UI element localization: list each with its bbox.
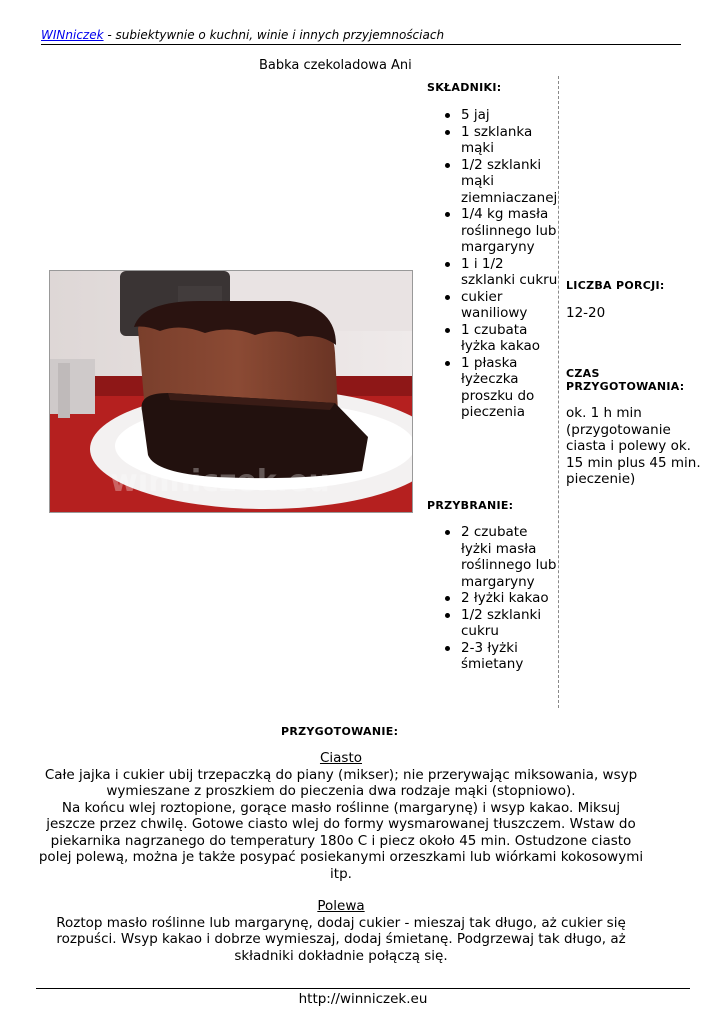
list-item: 2 łyżki kakao [461, 590, 562, 607]
site-link[interactable]: WINniczek [41, 28, 104, 42]
list-item: 1 i 1/2 szklanki cukru [461, 256, 562, 289]
list-item: 1/2 szklanki cukru [461, 607, 562, 640]
list-item: 1 czubata łyżka kakao [461, 322, 562, 355]
list-item: 1/4 kg masła roślinnego lub margaryny [461, 206, 562, 256]
recipe-title: Babka czekoladowa Ani [259, 58, 412, 73]
time-value: ok. 1 h min (przygotowanie ciasta i polewy ok. 15 min plus 45 min. pieczenie) [566, 405, 701, 487]
list-item: 2 czubate łyżki masła roślinnego lub margaryny [461, 524, 562, 590]
footer-url: http://winniczek.eu [36, 988, 690, 1007]
topping-heading: PRZYBRANIE: [427, 499, 514, 512]
ingredients-heading: SKŁADNIKI: [427, 81, 502, 94]
ciasto-paragraph-2: Na końcu wlej roztopione, gorące masło roślinne (margarynę) i wsyp kakao. Miksuj jeszcze przez chwilę. Gotowe ciasto wlej do formy wysmarowanej tłuszczem. Wstaw do piekarnika nagrzanego do temperatury 180o C i piecz około 45 min. Ostudzone ciasto polej polewą, można je także posypać posiekanymi orzeszkami lub wiórkami kokosowymi itp. [38, 799, 644, 882]
ciasto-section [36, 750, 646, 882]
site-tagline: - subiektywnie o kuchni, winie i innych przyjemnościach [103, 28, 445, 42]
ciasto-paragraph-1: Całe jajka i cukier ubij trzepaczką do piany (mikser); nie przerywając miksowania, wsyp wymieszane z proszkiem do pieczenia dwa rodzaje mąki (stopniowo). [44, 766, 638, 799]
photo-watermark: winniczek.eu [110, 464, 330, 499]
polewa-title: Polewa [317, 898, 365, 914]
site-header [41, 27, 681, 45]
ciasto-title: Ciasto [319, 750, 363, 766]
list-item: cukier waniliowy [461, 289, 562, 322]
polewa-paragraph-1: Roztop masło roślinne lub margarynę, dodaj cukier - mieszaj tak długo, aż cukier się rozpuści. Wsyp kakao i dobrze wymieszaj, dodaj śmietanę. Podgrzewaj tak długo, aż składniki dokładnie połączą się. [56, 914, 626, 964]
time-heading: CZAS PRZYGOTOWANIA: [566, 367, 685, 393]
topping-list [427, 524, 562, 673]
ingredients-list [427, 107, 562, 421]
list-item: 5 jaj [461, 107, 562, 124]
portions-value: 12-20 [566, 305, 606, 321]
list-item: 1/2 szklanki mąki ziemniaczanej [461, 157, 562, 207]
cake-photo [49, 270, 413, 513]
list-item: 2-3 łyżki śmietany [461, 640, 562, 673]
polewa-section [36, 898, 646, 964]
preparation-heading: PRZYGOTOWANIE: [281, 725, 399, 738]
portions-heading: LICZBA PORCJI: [566, 279, 665, 292]
list-item: 1 płaska łyżeczka proszku do pieczenia [461, 355, 562, 421]
list-item: 1 szklanka mąki [461, 124, 562, 157]
